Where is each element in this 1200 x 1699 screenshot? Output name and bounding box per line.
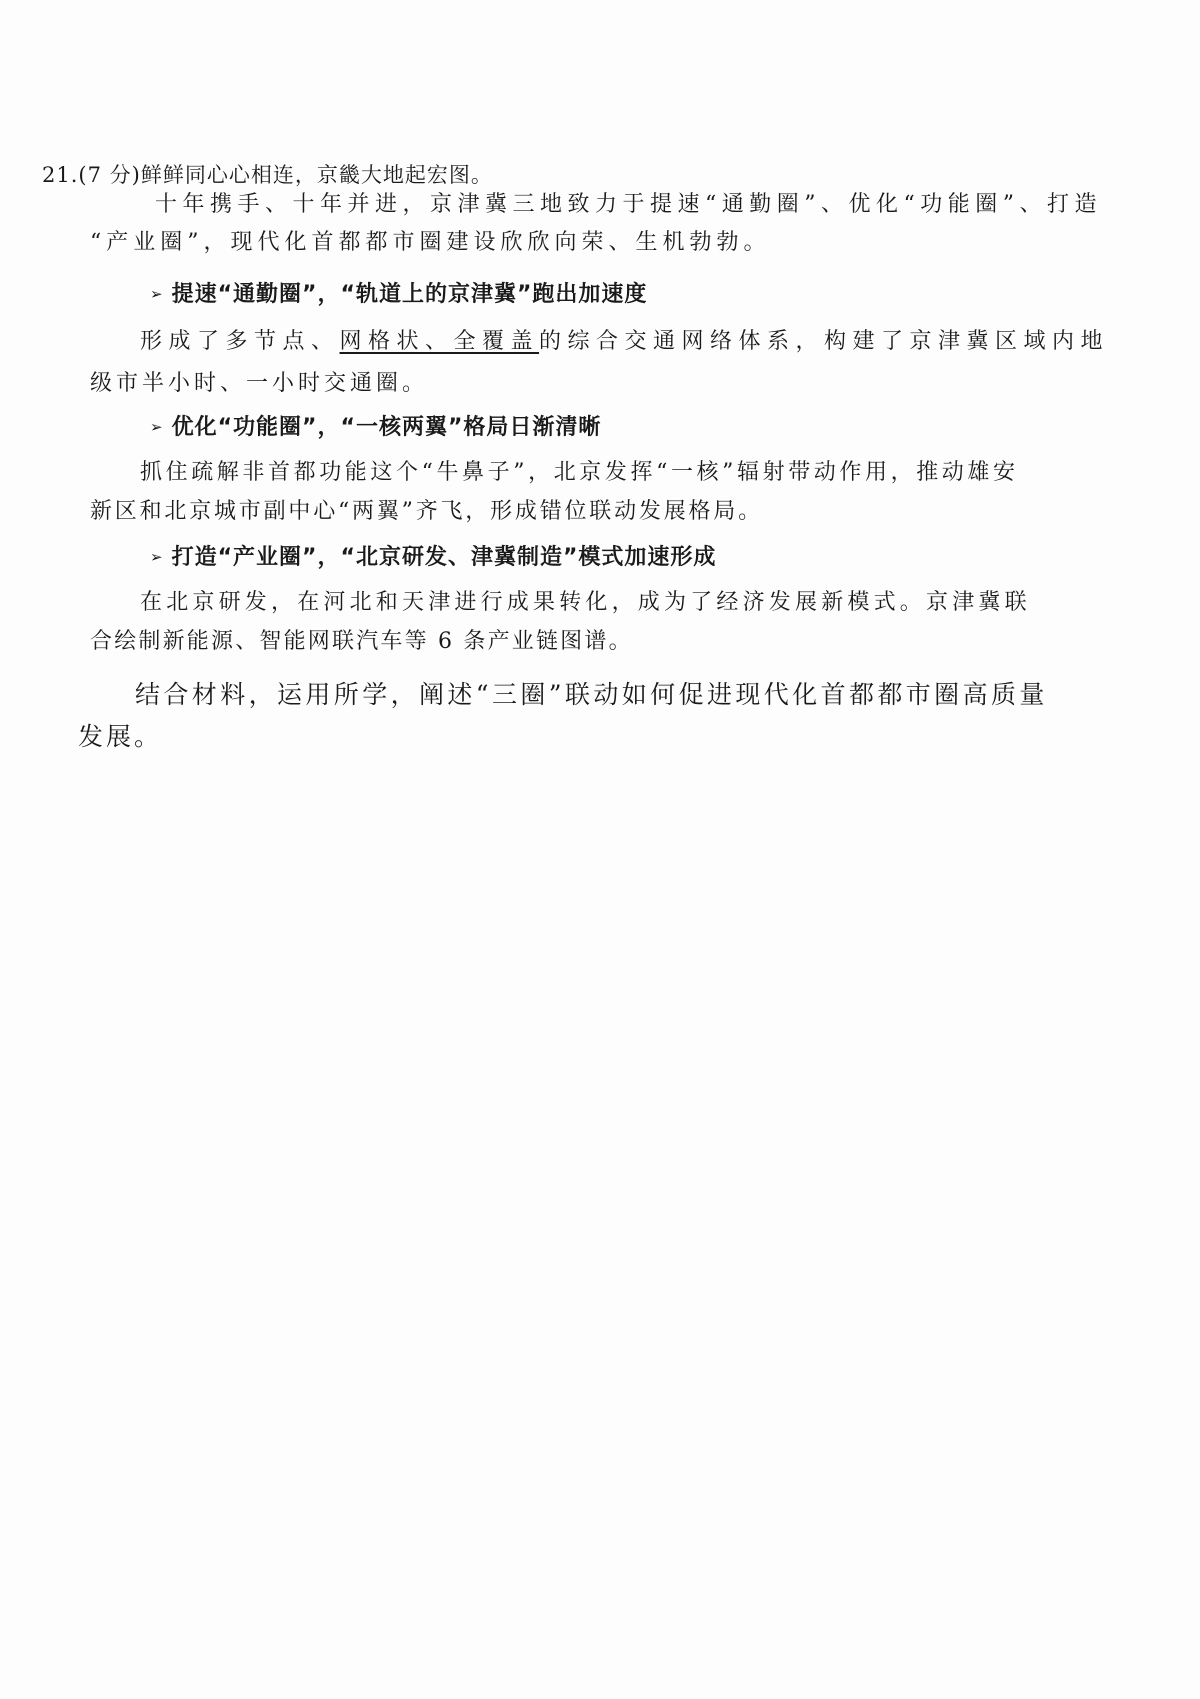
arrow-marker-icon: ➢ [150,418,164,436]
section-function-line-1: 抓住疏解非首都功能这个“牛鼻子”，北京发挥“一核”辐射带动作用，推动雄安 [140,460,1019,485]
question-title: 鲜鲜同心心相连，京畿大地起宏图。 [140,163,493,187]
question-points: (7 分) [78,163,141,187]
task-line-2: 发展。 [78,722,163,751]
section-heading-text: 优化“功能圈”，“一核两翼”格局日渐清晰 [171,415,602,440]
section-heading-text: 打造“产业圈”，“北京研发、津冀制造”模式加速形成 [171,545,717,570]
section-function-line-2: 新区和北京城市副中心“两翼”齐飞，形成错位联动发展格局。 [90,499,763,524]
section-commute-line-1 [140,327,1109,357]
intro-line-2: “产业圈”，现代化首都都市圈建设欣欣向荣、生机勃勃。 [90,230,771,255]
question-number: 21. [42,163,79,187]
intro-line-1: 十年携手、十年并进，京津冀三地致力于提速“通勤圈”、优化“功能圈”、打造 [155,192,1102,217]
section-heading-text: 提速“通勤圈”，“轨道上的京津冀”跑出加速度 [171,282,648,307]
section-heading-function [150,413,601,444]
underlined-text: 网格状、全覆盖 [339,329,540,354]
question-header [42,160,493,190]
section-industry-line-2: 合绘制新能源、智能网联汽车等 6 条产业链图谱。 [90,629,633,654]
section-industry-line-1: 在北京研发，在河北和天津进行成果转化，成为了经济发展新模式。京津冀联 [140,590,1031,615]
section-heading-industry [150,543,716,574]
text-segment: 的综合交通网络体系，构建了京津冀区域内地 [539,329,1110,354]
section-commute-line-2: 级市半小时、一小时交通圈。 [90,371,429,396]
task-line-1: 结合材料，运用所学，阐述“三圈”联动如何促进现代化首都都市圈高质量 [135,680,1048,709]
arrow-marker-icon: ➢ [150,285,164,303]
arrow-marker-icon: ➢ [150,548,164,566]
section-heading-commute [150,280,647,311]
text-segment: 形成了多节点、 [140,329,340,354]
